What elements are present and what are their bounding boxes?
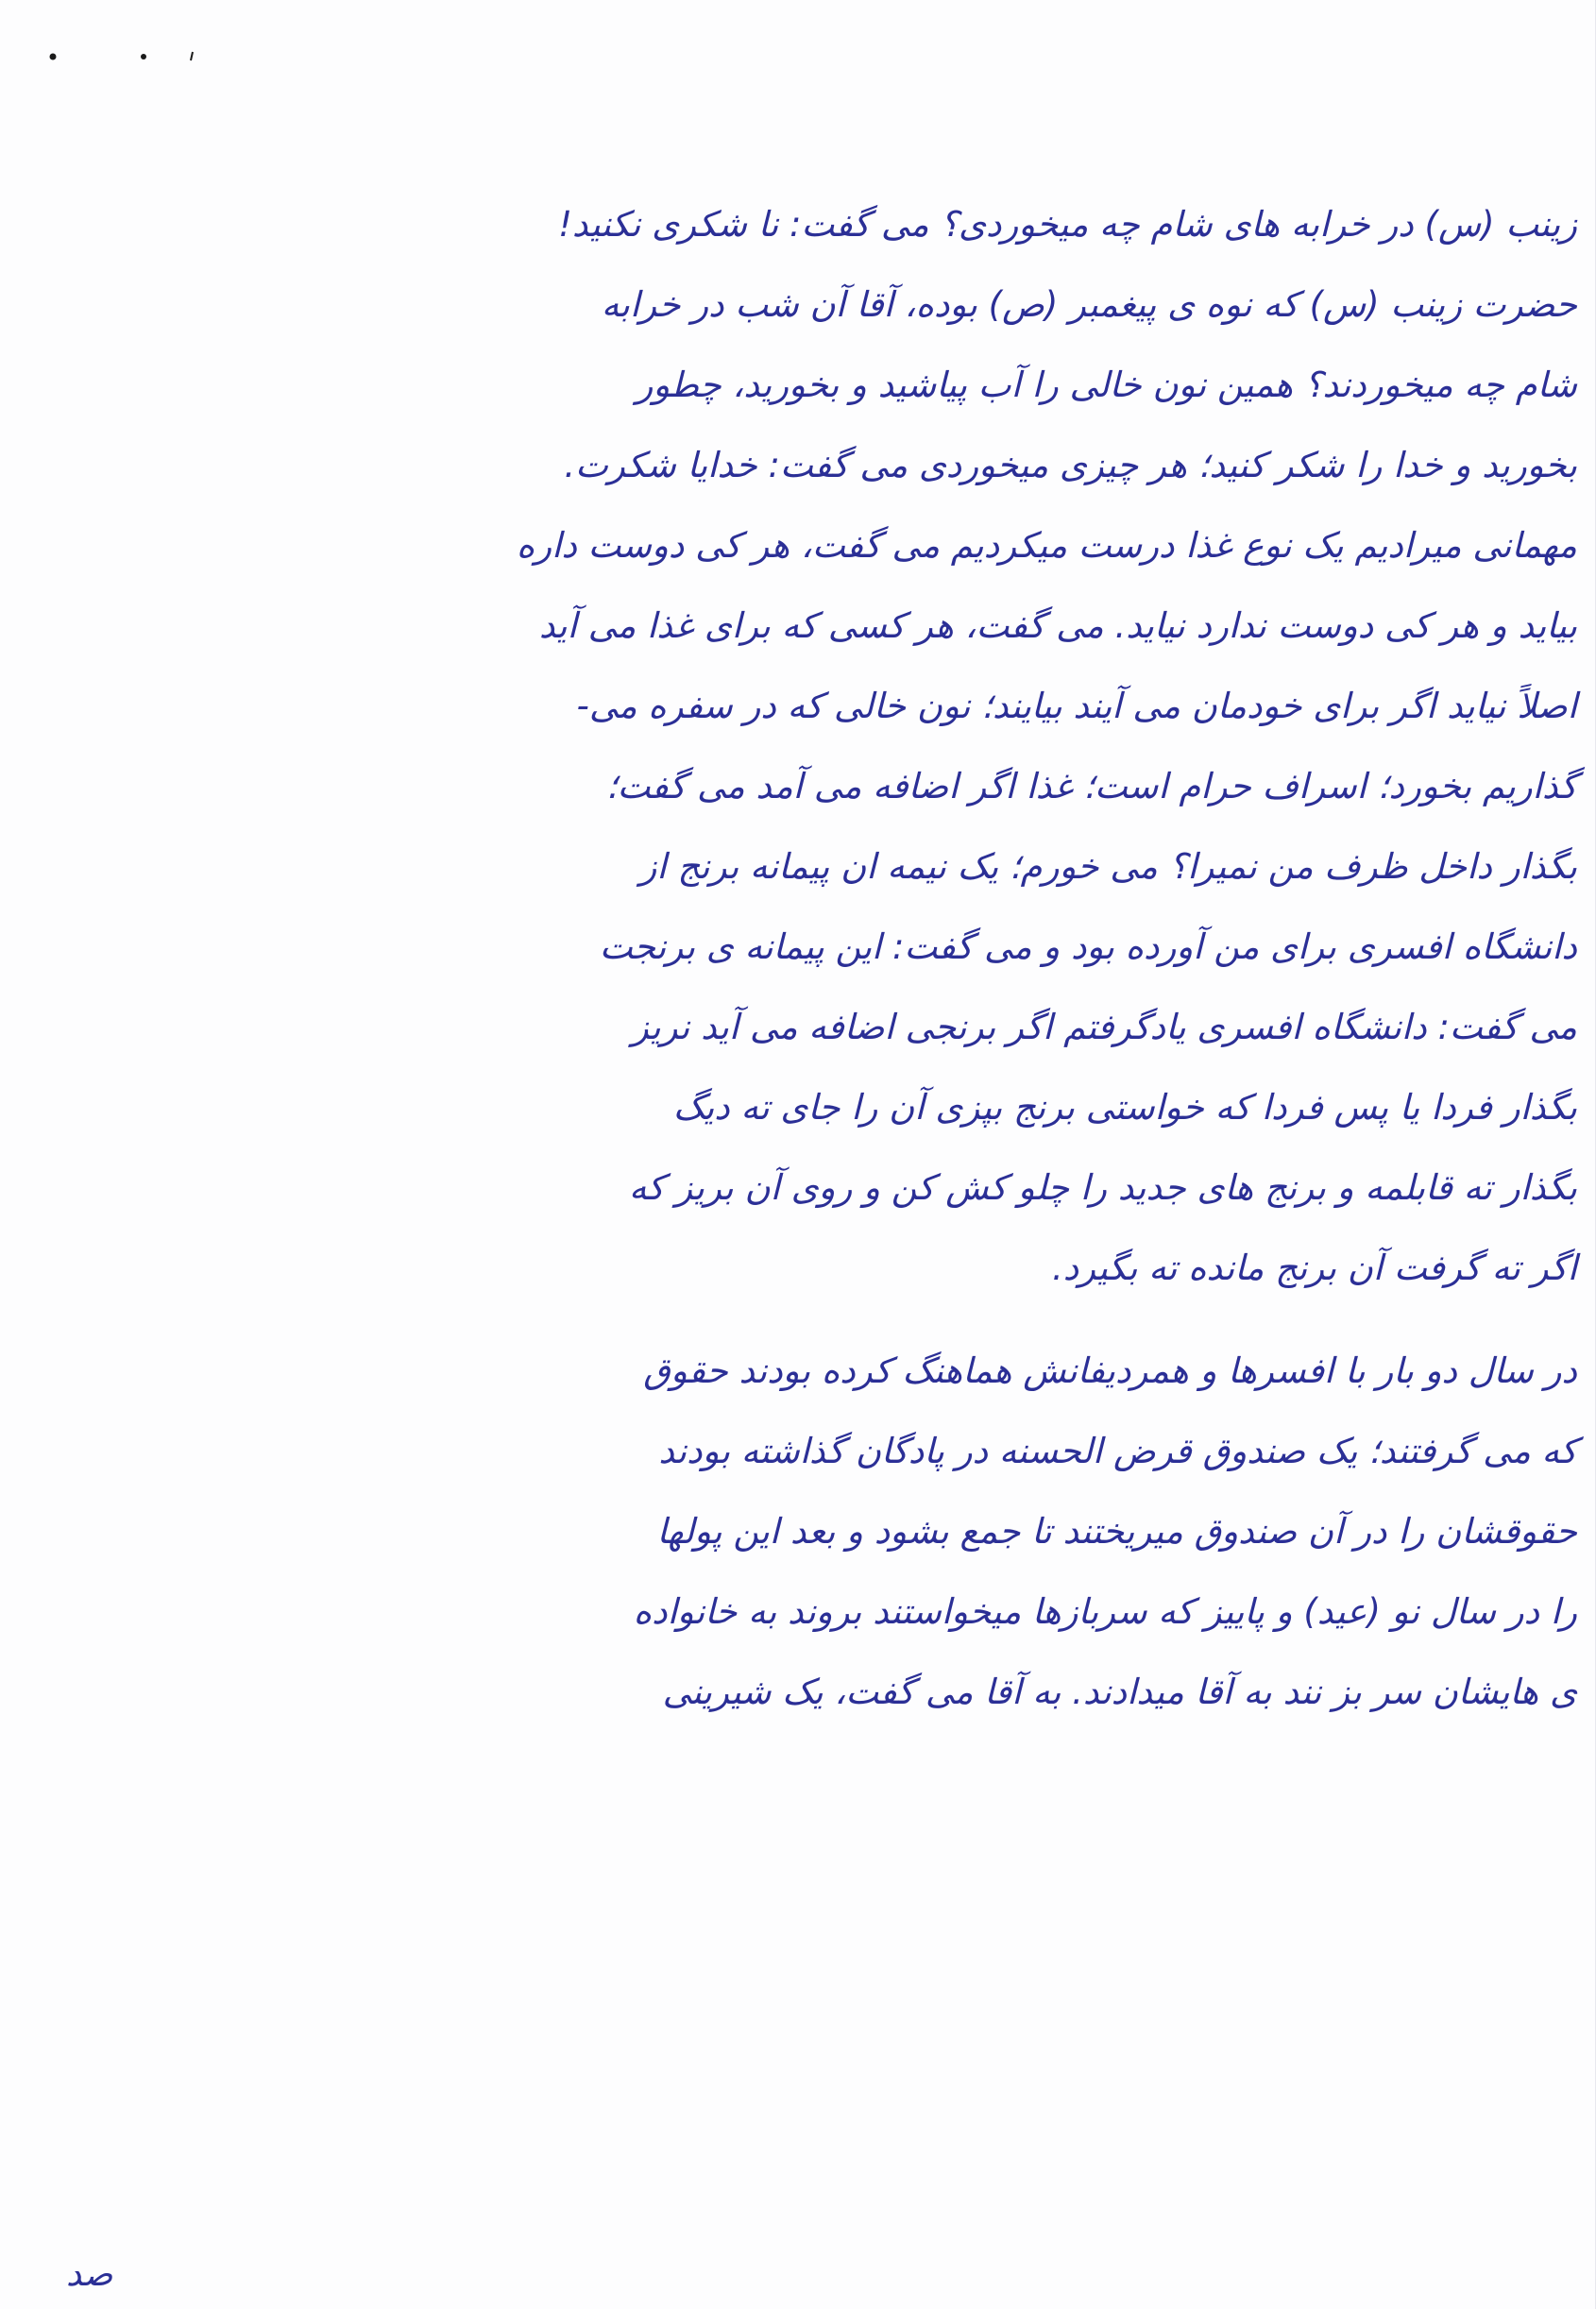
text-line: حقوقشان را در آن صندوق میریختند تا جمع بشود و بعد این پولها [656,1511,1577,1552]
text-line: گذاریم بخورد؛ اسراف حرام است؛ غذا اگر اضافه می آمد می گفت؛ [605,766,1577,806]
page-number: صد [66,2255,113,2294]
text-line: ی هایشان سر بز نند به آقا میدادند. به آقا می گفت، یک شیرینی [662,1672,1577,1712]
text-line: بیاید و هر کی دوست ندارد نیاید. می گفت، هر کسی که برای غذا می آید [538,605,1577,646]
text-line: دانشگاه افسری برای من آورده بود و می گفت: این پیمانه ی برنجت [599,926,1577,967]
text-line: زینب (س) در خرابه های شام چه میخوردی؟ می گفت: نا شکری نکنید! [558,204,1577,245]
scan-mark-dot [50,54,57,60]
handwritten-text [9,184,1587,1732]
text-line: در سال دو بار با افسرها و همردیفانش هماهنگ کرده بودند حقوق [643,1350,1577,1391]
text-line: را در سال نو (عید) و پاییز که سربازها میخواستند بروند به خانواده [633,1591,1577,1632]
scan-marks [45,47,206,104]
text-line: اصلاً نیاید اگر برای خودمان می آیند بیایند؛ نون خالی که در سفره می- [576,686,1577,726]
text-line: حضرت زینب (س) که نوه ی پیغمبر (ص) بوده، آقا آن شب در خرابه [601,284,1577,325]
text-line: بگذار داخل ظرف من نمیرا؟ می خورم؛ یک نیمه ان پیمانه برنج از [639,846,1577,887]
scan-mark-stroke [191,52,193,60]
text-line: بگذار فردا یا پس فردا که خواستی برنج بپزی آن را جای ته دیگ [672,1087,1577,1128]
text-line: بگذار ته قابلمه و برنج های جدید را چلو کش کن و روی آن بریز که [629,1167,1577,1208]
scan-mark-dot [141,54,146,59]
text-line: بخورید و خدا را شکر کنید؛ هر چیزی میخوردی می گفت: خدایا شکرت. [564,445,1577,485]
text-line: اگر ته گرفت آن برنج مانده ته بگیرد. [1051,1248,1577,1288]
text-line: مهمانی میرادیم یک نوع غذا درست میکردیم می گفت، هر کی دوست داره [516,525,1577,566]
text-line: می گفت: دانشگاه افسری یادگرفتم اگر برنجی اضافه می آید نریز [631,1007,1577,1047]
text-line: شام چه میخوردند؟ همین نون خالی را آب پیاشید و بخورید، چطور [636,365,1577,405]
text-line: که می گرفتند؛ یک صندوق قرض الحسنه در پادگان گذاشته بودند [658,1431,1577,1471]
